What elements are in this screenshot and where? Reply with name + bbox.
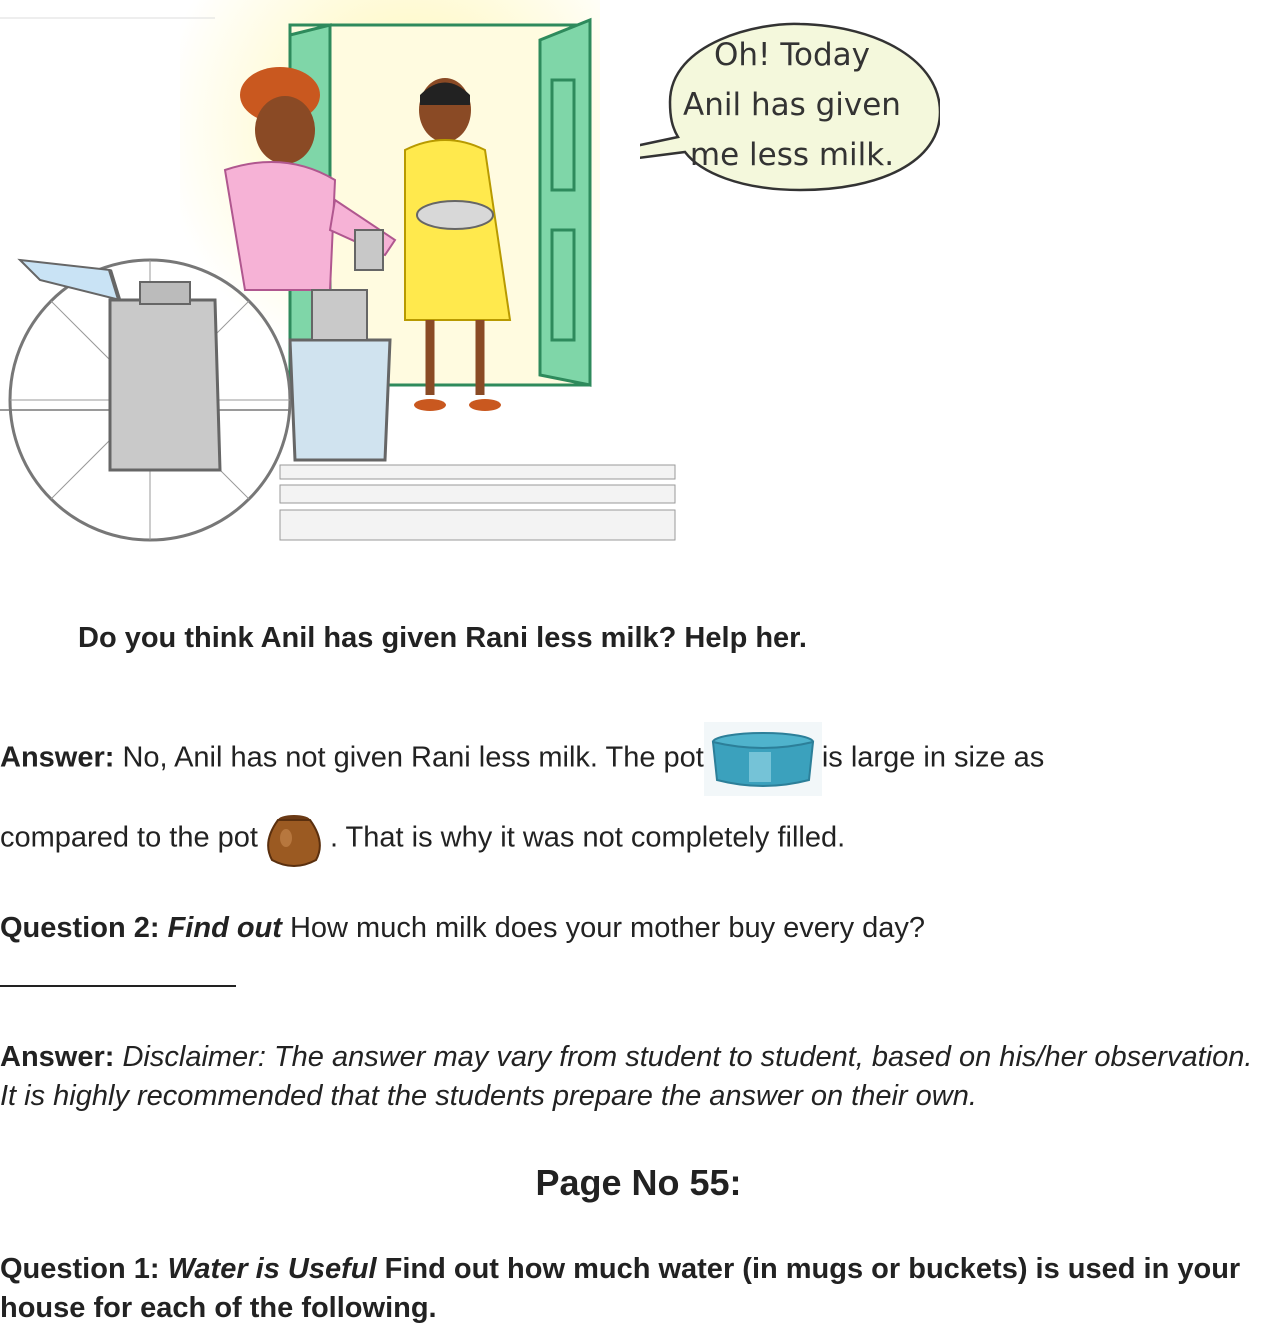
- answer-text: No, Anil has not given Rani less milk. The pot: [122, 741, 704, 774]
- milkman-illustration: [0, 0, 700, 560]
- answer-text: . That is why it was not completely filled.: [329, 821, 846, 854]
- question-label: Question 2:: [0, 912, 160, 944]
- speech-bubble-text: [662, 30, 922, 180]
- speech-line: Oh! Today: [714, 37, 870, 73]
- blue-pot-icon: [704, 722, 822, 796]
- question-text: How much milk does your mother buy every day?: [289, 912, 926, 944]
- question-text: Find out how much water (in mugs or buckets) is used in your house for each of the following.: [0, 1253, 1241, 1324]
- answer-text: Disclaimer: The answer may vary from student to student, based on his/her observation. It is highly recommended that the students prepare the answer on their own.: [0, 1041, 1253, 1112]
- question1-next: [0, 1250, 1277, 1328]
- question2: [0, 912, 925, 945]
- answer1-line1: [0, 722, 1044, 796]
- brown-pot-icon: [258, 806, 330, 872]
- answer2: [0, 1038, 1260, 1116]
- question-label: Question 1:: [0, 1253, 160, 1285]
- question-intro: Do you think Anil has given Rani less milk? Help her.: [78, 622, 807, 654]
- answer-label: Answer:: [0, 1041, 115, 1073]
- answer-text: is large in size as: [821, 741, 1045, 774]
- answer-label: Answer:: [0, 741, 115, 774]
- answer-blank-line: [0, 985, 236, 987]
- page-number: Page No 55:: [535, 1162, 742, 1203]
- speech-line: Anil has given: [683, 87, 901, 123]
- answer1-line2: [0, 806, 845, 872]
- answer-text: compared to the pot: [0, 821, 258, 854]
- question-italic: Water is Useful: [167, 1253, 377, 1285]
- speech-line: me less milk.: [689, 137, 895, 173]
- question-italic: Find out: [167, 912, 282, 944]
